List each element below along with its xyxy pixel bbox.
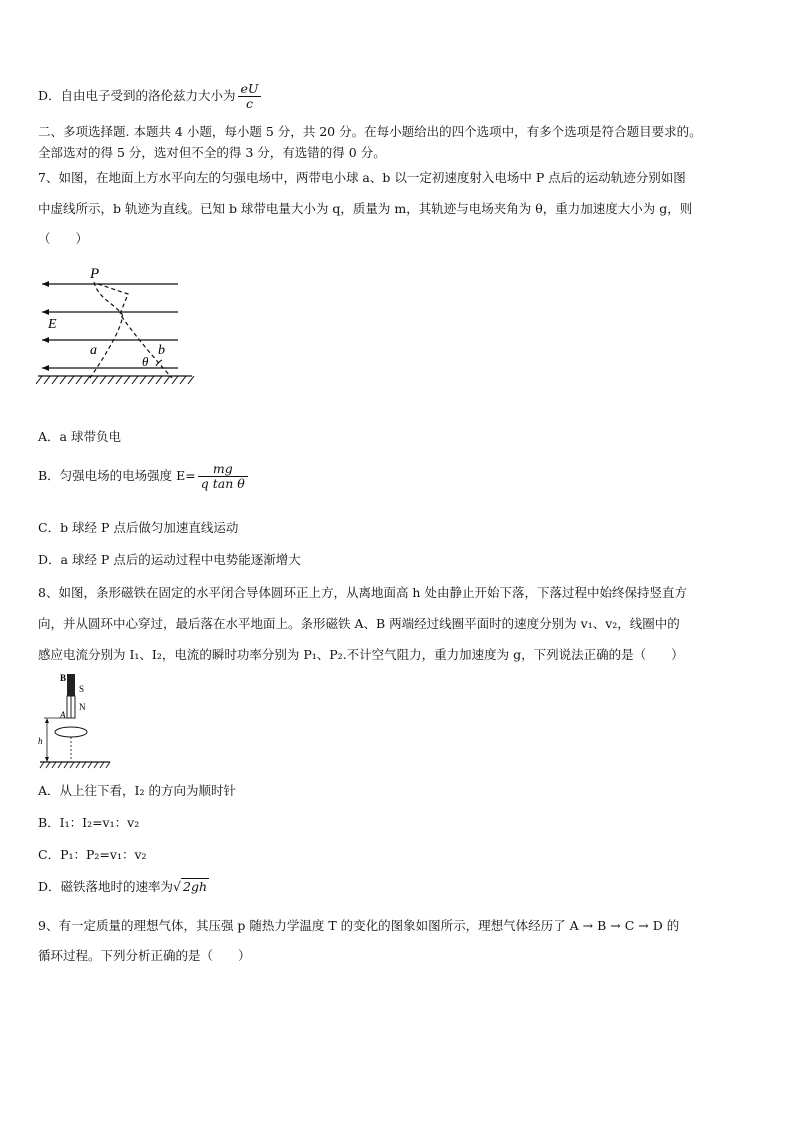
sqrt-radicand: 2gh (183, 879, 208, 894)
conducting-ring (55, 727, 87, 737)
label-p: P (90, 266, 100, 282)
q8-option-b: B．I₁：I₂=v₁：v₂ (38, 815, 140, 830)
q6-option-d (38, 82, 261, 111)
ground-hatching (36, 376, 194, 384)
q7-option-c: C．b 球经 P 点后做匀加速直线运动 (38, 520, 239, 535)
q8-option-d-text: D．磁铁落地时的速率为 (38, 879, 174, 894)
q7-option-b-text: B．匀强电场的电场强度 E= (38, 468, 196, 483)
q9-stem-line2: 循环过程。下列分析正确的是（ ） (38, 948, 251, 963)
sqrt-sign: √ (173, 879, 181, 894)
section-2-heading-line1: 二、多项选择题. 本题共 4 小题，每小题 5 分，共 20 分。在每小题给出的四个选项中，有多个选项是符合题目要求的。 (38, 124, 702, 139)
trajectory-b (98, 284, 172, 378)
q7-option-b-fraction (198, 462, 248, 491)
label-h: h (38, 736, 43, 746)
q8-option-d (38, 877, 209, 895)
q7-option-d: D．a 球经 P 点后的运动过程中电势能逐渐增大 (38, 552, 301, 567)
label-theta: θ (142, 354, 149, 369)
label-b: b (158, 343, 165, 358)
q7-figure (36, 262, 196, 388)
q7-stem-line2: 中虚线所示，b 轨迹为直线。已知 b 球带电量大小为 q，质量为 m，其轨迹与电场夹角为 θ，重力加速度大小为 g，则 (38, 201, 693, 216)
fraction-denominator: q tan θ (200, 476, 245, 491)
ground-hatching (40, 762, 110, 768)
trajectory-a (90, 282, 122, 378)
section-2-heading-line2: 全部选对的得 5 分，选对但不全的得 3 分，有选错的得 0 分。 (38, 145, 386, 160)
q7-option-b (38, 462, 248, 491)
label-b: B (60, 673, 67, 683)
field-arrowhead (42, 281, 49, 287)
fraction-numerator: mg (198, 462, 248, 477)
q8-option-a: A．从上往下看，I₂ 的方向为顺时针 (38, 783, 236, 798)
q7-option-a: A．a 球带负电 (38, 429, 121, 444)
field-arrowhead (42, 309, 49, 315)
q8-stem-line3: 感应电流分别为 I₁、I₂，电流的瞬时功率分别为 P₁、P₂.不计空气阻力，重力加速度为 g，下列说法正确的是（ ） (38, 647, 684, 662)
magnet-s-end (67, 674, 75, 696)
q6-option-d-fraction (238, 82, 262, 111)
q7-stem-line1: 7、如图，在地面上方水平向左的匀强电场中，两带电小球 a、b 以一定初速度射入电场中 P 点后的运动轨迹分别如图 (38, 170, 686, 185)
fraction-numerator: eU (238, 82, 262, 97)
label-e: E (48, 317, 57, 332)
q7-paren: （ ） (38, 231, 89, 246)
sqrt-expression (173, 879, 209, 894)
label-s: S (79, 684, 85, 694)
q6-option-d-text: D．自由电子受到的洛伦兹力大小为 (38, 88, 236, 103)
label-n: N (79, 702, 86, 712)
q9-stem-line1: 9、有一定质量的理想气体，其压强 p 随热力学温度 T 的变化的图象如图所示，理想气体经历了 A → B → C → D 的 (38, 918, 680, 933)
q8-option-c: C．P₁：P₂=v₁：v₂ (38, 847, 147, 862)
label-a: a (90, 343, 97, 358)
field-arrowhead (42, 337, 49, 343)
q8-figure (38, 670, 122, 770)
q8-stem-line2: 向，并从圆环中心穿过，最后落在水平地面上。条形磁铁 A、B 两端经过线圈平面时的速度分别为 v₁、v₂，线圈中的 (38, 616, 680, 631)
label-a: A (60, 710, 66, 720)
field-arrowhead (42, 365, 49, 371)
q8-stem-line1: 8、如图，条形磁铁在固定的水平闭合导体圆环正上方，从离地面高 h 处由静止开始下落，下落过程中始终保持竖直方 (38, 585, 687, 600)
fraction-denominator: c (245, 96, 253, 111)
